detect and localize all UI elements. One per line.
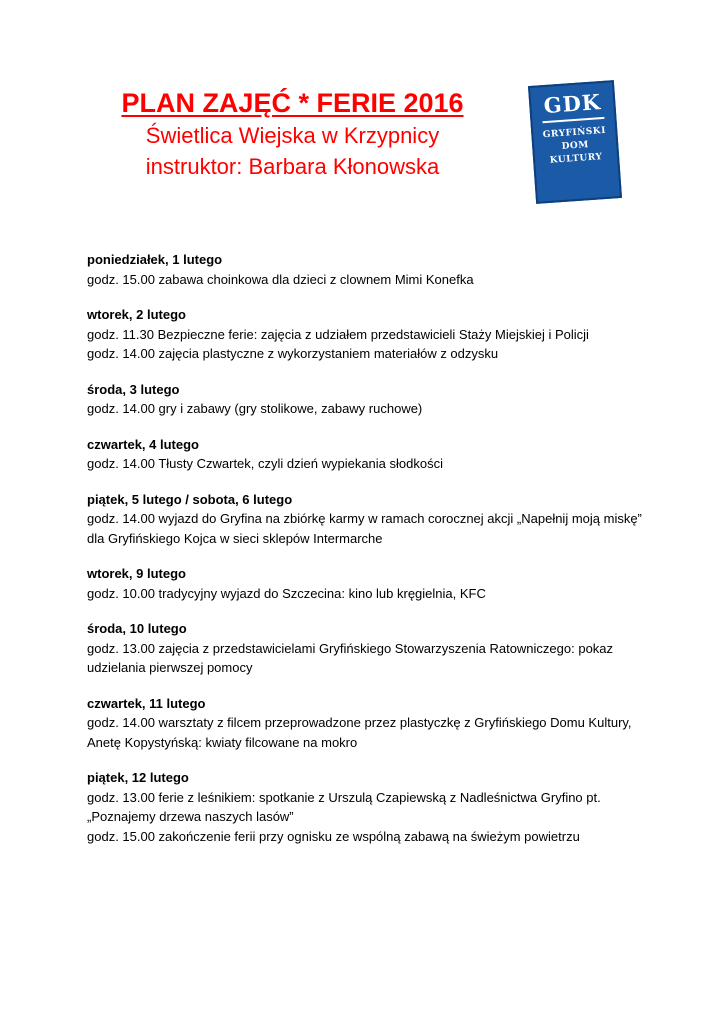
page-subtitle-location: Świetlica Wiejska w Krzypnicy xyxy=(145,123,440,148)
schedule-day xyxy=(87,619,647,678)
day-title: czwartek, 11 lutego xyxy=(87,695,206,711)
day-title: wtorek, 2 lutego xyxy=(87,307,186,322)
schedule-day xyxy=(87,490,647,549)
schedule-entry: godz. 14.00 zajęcia plastyczne z wykorzystaniem materiałów z odzysku xyxy=(87,346,499,361)
day-title: środa, 3 lutego xyxy=(87,381,180,397)
schedule-day xyxy=(87,564,647,603)
schedule-day xyxy=(87,694,647,753)
schedule-entry: godz. 14.00 gry i zabawy (gry stolikowe, zabawy ruchowe) xyxy=(87,401,423,416)
schedule-entry: godz. 14.00 wyjazd do Gryfina na zbiórkę karmy w ramach corocznej akcji „Napełnij moją miskę” dla Gryfińskiego Kojca w sieci sklepów Intermarche xyxy=(87,511,642,546)
day-title: poniedziałek, 1 lutego xyxy=(87,252,223,267)
schedule-entry: godz. 15.00 zakończenie ferii przy ognisku ze wspólną zabawą na świeżym powietrzu xyxy=(87,828,580,844)
schedule xyxy=(87,250,647,862)
schedule-day xyxy=(87,768,647,846)
page-subtitle-instructor: instruktor: Barbara Kłonowska xyxy=(145,154,440,179)
day-title: piątek, 5 lutego / sobota, 6 lutego xyxy=(87,491,293,507)
schedule-day xyxy=(87,305,647,364)
logo-sub-text: GRYFIŃSKI DOM KULTURY xyxy=(542,125,607,166)
schedule-entry: godz. 14.00 warsztaty z filcem przeprowadzone przez plastyczkę z Gryfińskiego Domu Kultury, Anetę Kopystyńską: kwiaty filcowane na mokro xyxy=(87,715,632,750)
schedule-day xyxy=(87,380,647,419)
schedule-entry: godz. 10.00 tradycyjny wyjazd do Szczecina: kino lub kręgielnia, KFC xyxy=(87,585,486,601)
schedule-day xyxy=(87,250,647,289)
schedule-entry: godz. 15.00 zabawa choinkowa dla dzieci z clownem Mimi Konefka xyxy=(87,271,474,287)
page-title: PLAN ZAJĘĆ * FERIE 2016 xyxy=(121,88,464,118)
gdk-logo xyxy=(528,80,622,204)
schedule-entry: godz. 13.00 zajęcia z przedstawicielami Gryfińskiego Stowarzyszenia Ratowniczego: pokaz udzielania pierwszej pomocy xyxy=(87,640,614,675)
schedule-entry: godz. 11.30 Bezpieczne ferie: zajęcia z udziałem przedstawicieli Staży Miejskiej i Policji xyxy=(87,326,589,342)
schedule-entry: godz. 13.00 ferie z leśnikiem: spotkanie z Urszulą Czapiewską z Nadleśnictwa Gryfino pt. „Poznajemy drzewa naszych lasów” xyxy=(87,789,601,824)
schedule-day xyxy=(87,435,647,474)
schedule-entry: godz. 14.00 Tłusty Czwartek, czyli dzień wypiekania słodkości xyxy=(87,456,443,471)
logo-main-text: GDK xyxy=(541,89,604,123)
day-title: piątek, 12 lutego xyxy=(87,770,189,785)
day-title: wtorek, 9 lutego xyxy=(87,566,186,581)
day-title: środa, 10 lutego xyxy=(87,621,187,636)
document-header xyxy=(0,86,585,182)
day-title: czwartek, 4 lutego xyxy=(87,436,199,452)
